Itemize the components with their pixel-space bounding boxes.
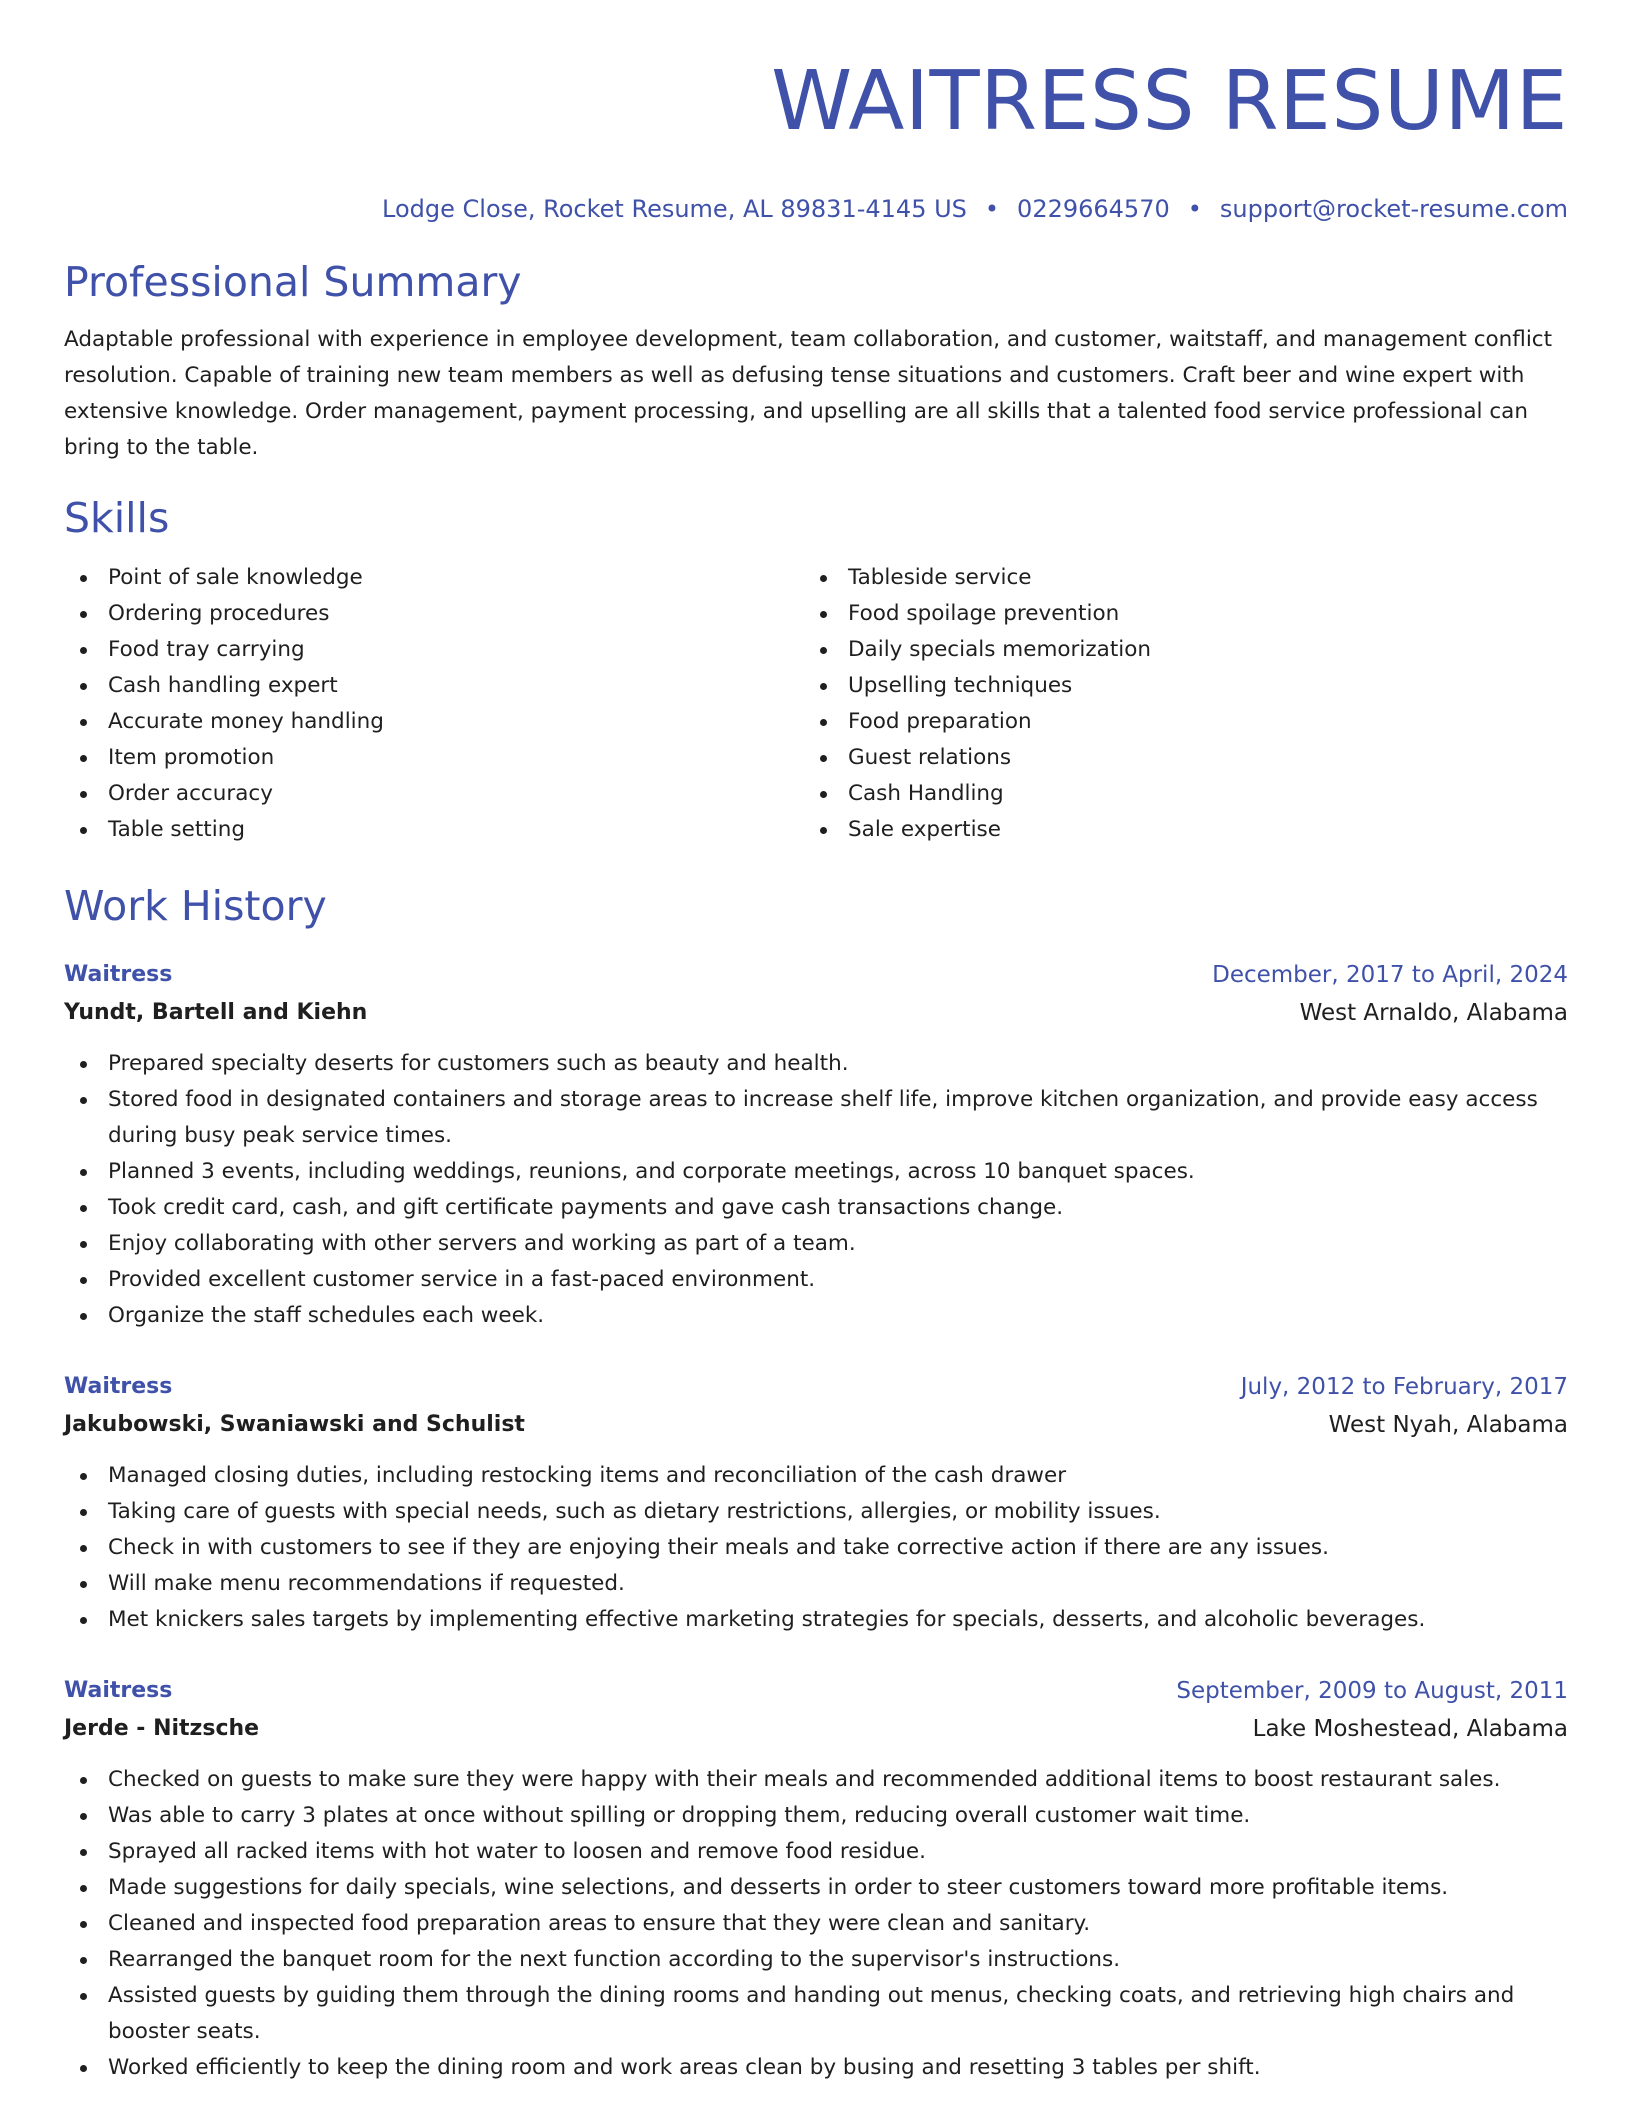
job-location: West Arnaldo, Alabama bbox=[1299, 1000, 1568, 1026]
job-entry bbox=[64, 1672, 1568, 2086]
contact-email: support@rocket-resume.com bbox=[1219, 195, 1568, 223]
contact-separator: • bbox=[1187, 195, 1202, 223]
summary-text: Adaptable professional with experience in employee development, team collaboration, and customer, waitstaff, and management conflict resolution. Capable of training new team members as well as defusing tense situations and customers. Craft beer and wine expert with extensive knowledge. Order management, payment processing, and upselling are all skills that a talented food service professional can bring to the table. bbox=[64, 327, 1553, 460]
job-bullet: Will make menu recommendations if requested. bbox=[64, 1566, 1568, 1602]
work-history-heading: Work History bbox=[64, 882, 327, 930]
job-location: Lake Moshestead, Alabama bbox=[1252, 1716, 1568, 1742]
skill-item: Upselling techniques bbox=[804, 668, 1544, 704]
job-bullet: Taking care of guests with special needs, such as dietary restrictions, allergies, or mobility issues. bbox=[64, 1494, 1568, 1530]
job-dates: December, 2017 to April, 2024 bbox=[1212, 962, 1568, 988]
job-dates: September, 2009 to August, 2011 bbox=[1176, 1678, 1568, 1704]
contact-separator: • bbox=[984, 195, 1000, 223]
job-company: Jakubowski, Swaniawski and Schulist bbox=[64, 1412, 525, 1437]
job-title: Waitress bbox=[64, 1678, 173, 1703]
job-bullet: Took credit card, cash, and gift certificate payments and gave cash transactions change. bbox=[64, 1190, 1568, 1226]
job-bullets bbox=[64, 1458, 1568, 1638]
skill-item: Food spoilage prevention bbox=[804, 596, 1544, 632]
job-location: West Nyah, Alabama bbox=[1328, 1412, 1568, 1438]
job-bullet: Prepared specialty deserts for customers such as beauty and health. bbox=[64, 1046, 1568, 1082]
skill-item: Cash handling expert bbox=[64, 668, 804, 704]
job-bullet: Stored food in designated containers and storage areas to increase shelf life, improve kitchen organization, and provide easy access during busy peak service times. bbox=[64, 1082, 1568, 1154]
job-bullet: Checked on guests to make sure they were happy with their meals and recommended additional items to boost restaurant sales. bbox=[64, 1762, 1568, 1798]
skill-item: Accurate money handling bbox=[64, 704, 804, 740]
job-bullet: Provided excellent customer service in a fast-paced environment. bbox=[64, 1262, 1568, 1298]
job-title: Waitress bbox=[64, 962, 173, 987]
job-bullet: Rearranged the banquet room for the next function according to the supervisor's instructions. bbox=[64, 1942, 1568, 1978]
job-dates: July, 2012 to February, 2017 bbox=[1240, 1374, 1568, 1400]
resume-name: WAITRESS RESUME bbox=[771, 54, 1568, 149]
job-bullet: Made suggestions for daily specials, wine selections, and desserts in order to steer customers toward more profitable items. bbox=[64, 1870, 1568, 1906]
job-title: Waitress bbox=[64, 1374, 173, 1399]
job-bullet: Managed closing duties, including restocking items and reconciliation of the cash drawer bbox=[64, 1458, 1568, 1494]
skill-item: Item promotion bbox=[64, 740, 804, 776]
skill-item: Cash Handling bbox=[804, 776, 1544, 812]
skill-item: Order accuracy bbox=[64, 776, 804, 812]
job-bullet: Sprayed all racked items with hot water to loosen and remove food residue. bbox=[64, 1834, 1568, 1870]
summary-heading: Professional Summary bbox=[64, 258, 522, 306]
job-bullet: Enjoy collaborating with other servers and working as part of a team. bbox=[64, 1226, 1568, 1262]
skills-list bbox=[64, 560, 1568, 848]
skill-item: Daily specials memorization bbox=[804, 632, 1544, 668]
job-bullet: Check in with customers to see if they are enjoying their meals and take corrective action if there are any issues. bbox=[64, 1530, 1568, 1566]
job-title-row bbox=[64, 956, 1568, 994]
skill-item: Food tray carrying bbox=[64, 632, 804, 668]
contact-line bbox=[64, 192, 1568, 226]
skill-item: Sale expertise bbox=[804, 812, 1544, 848]
job-company-row bbox=[64, 1710, 1568, 1748]
job-bullets bbox=[64, 1762, 1568, 2086]
skill-item: Table setting bbox=[64, 812, 804, 848]
skill-item: Point of sale knowledge bbox=[64, 560, 804, 596]
job-bullet: Worked efficiently to keep the dining room and work areas clean by busing and resetting 3 tables per shift. bbox=[64, 2050, 1568, 2086]
skill-item: Guest relations bbox=[804, 740, 1544, 776]
job-entry bbox=[64, 1368, 1568, 1638]
job-bullet: Assisted guests by guiding them through the dining rooms and handing out menus, checking coats, and retrieving high chairs and booster seats. bbox=[64, 1978, 1568, 2050]
job-bullet: Met knickers sales targets by implementing effective marketing strategies for specials, desserts, and alcoholic beverages. bbox=[64, 1602, 1568, 1638]
job-title-row bbox=[64, 1672, 1568, 1710]
contact-phone: 0229664570 bbox=[1017, 195, 1170, 223]
job-company: Yundt, Bartell and Kiehn bbox=[64, 1000, 368, 1025]
skills-heading: Skills bbox=[64, 494, 170, 542]
skill-item: Tableside service bbox=[804, 560, 1544, 596]
job-entry bbox=[64, 956, 1568, 1334]
skill-item: Ordering procedures bbox=[64, 596, 804, 632]
job-bullets bbox=[64, 1046, 1568, 1334]
job-bullet: Planned 3 events, including weddings, reunions, and corporate meetings, across 10 banquet spaces. bbox=[64, 1154, 1568, 1190]
job-title-row bbox=[64, 1368, 1568, 1406]
job-bullet: Cleaned and inspected food preparation areas to ensure that they were clean and sanitary. bbox=[64, 1906, 1568, 1942]
job-company: Jerde - Nitzsche bbox=[64, 1716, 260, 1741]
skills-column-left bbox=[64, 560, 804, 848]
job-bullet: Was able to carry 3 plates at once without spilling or dropping them, reducing overall customer wait time. bbox=[64, 1798, 1568, 1834]
resume-header bbox=[64, 52, 1568, 226]
job-company-row bbox=[64, 994, 1568, 1032]
job-bullet: Organize the staff schedules each week. bbox=[64, 1298, 1568, 1334]
job-company-row bbox=[64, 1406, 1568, 1444]
contact-address: Lodge Close, Rocket Resume, AL 89831-4145 US bbox=[382, 195, 967, 223]
skill-item: Food preparation bbox=[804, 704, 1544, 740]
skills-column-right bbox=[804, 560, 1544, 848]
